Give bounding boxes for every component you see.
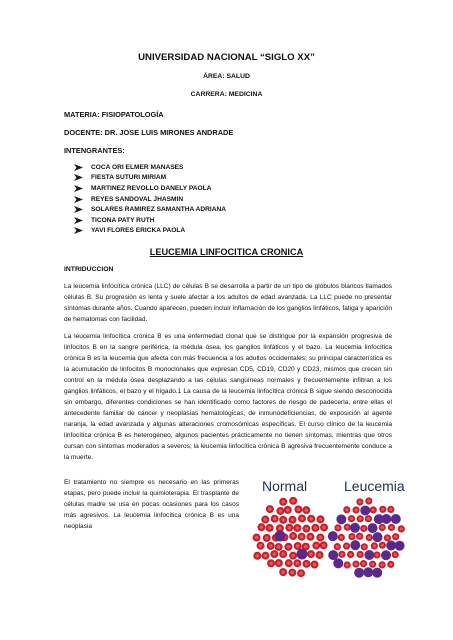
red-blood-cell-center (319, 536, 323, 540)
red-blood-cell-center (314, 526, 318, 530)
white-blood-cell (395, 541, 405, 551)
red-blood-cell-center (371, 563, 374, 566)
red-blood-cell-center (346, 526, 349, 529)
red-blood-cell-center (291, 571, 295, 575)
arrow-bullet-icon (74, 227, 83, 234)
area-line: ÁREA: SALUD (203, 73, 250, 80)
red-blood-cell-center (269, 561, 273, 565)
white-blood-cell (275, 531, 286, 542)
red-blood-cell-center (279, 509, 283, 513)
red-blood-cell-center (336, 526, 339, 529)
white-blood-cell (336, 514, 346, 524)
red-blood-cell-center (368, 536, 371, 539)
white-blood-cell (373, 532, 383, 542)
red-blood-cell-center (340, 536, 343, 539)
red-blood-cell-center (296, 561, 300, 565)
member-name: MARTINEZ REVOLLO DANELY PAOLA (91, 184, 212, 192)
red-blood-cell-center (354, 563, 357, 566)
red-blood-cell-center (358, 535, 361, 538)
red-blood-cell-center (322, 544, 326, 548)
red-blood-cell-center (305, 508, 309, 512)
red-blood-cell-center (373, 544, 376, 547)
integrantes-heading: INTENGRANTES: (64, 146, 125, 155)
red-blood-cell-center (287, 561, 291, 565)
red-blood-cell-center (305, 527, 309, 531)
red-blood-cell-center (291, 518, 295, 522)
red-blood-cell-center (359, 517, 362, 520)
red-blood-cell-center (296, 544, 300, 548)
red-blood-cell-center (281, 552, 285, 556)
red-blood-cell-center (322, 526, 326, 530)
red-blood-cell-center (394, 535, 397, 538)
arrow-bullet-icon (74, 206, 83, 213)
document-title: LEUCEMIA LINFOCITICA CRONICA (149, 247, 304, 257)
red-blood-cell-center (300, 517, 304, 521)
red-blood-cell-center (277, 545, 281, 549)
white-blood-cell (350, 540, 360, 550)
red-blood-cell-center (389, 508, 392, 511)
red-blood-cell-center (362, 527, 365, 530)
red-blood-cell-center (362, 562, 365, 565)
arrow-bullet-icon (74, 196, 83, 203)
red-blood-cell-center (291, 499, 295, 503)
red-blood-cell-center (309, 517, 313, 521)
white-blood-cell (372, 568, 382, 578)
white-blood-cell (354, 568, 364, 578)
red-blood-cell-center (345, 508, 348, 511)
red-blood-cell-center (367, 517, 370, 520)
red-blood-cell-center (278, 526, 282, 530)
red-blood-cell-center (381, 526, 384, 529)
paragraph-2: La leucemia linfocítica crónica B es una enfermedad clonal que se distingue por la expansión progresiva de linfocitos B en la sangre periférica, la médula ósea, los ganglios linfáticos y el bazo. La leucemia linfocítica crónica B es la leucemia que afecta con más frecuencia a los adultos occidentales; su principal característica es la acumulación de linfocitos B monoclonales que expresan CD5, CD19, CD20 y CD23, mismos que crecen sin control en la médula ósea desplazando a las células sanguíneas normales y frecuentemente infiltran a los ganglios linfáticos, el bazo y el hígado.1 La causa de la leucemia linfocítica crónica B sigue siendo desconocida sin embargo, diferentes condiciones se han identificado como factores de riesgo de padecerla, entre ellas el antecedente familiar de cáncer y neoplasias hematológicas, de inmunodeficiencias, de exposición al agente naranja, la edad avanzada y algunas alteraciones cromosómicas específicas. El curso clínico de la leucemia linfocítica crónica B es heterogéneo, algunos pacientes prácticamente no tienen síntomas, mientras que otros cursan con síntomas moderados a severos; la leucemia linfocítica crónica B agresiva frecuentemente conduce a la muerte. (64, 333, 392, 461)
red-blood-cell-center (288, 526, 292, 530)
list-item (74, 226, 226, 237)
red-blood-cell-center (389, 563, 392, 566)
materia-line: MATERIA: FISIOPATOLOGÍA (64, 110, 164, 119)
red-blood-cell-center (381, 508, 384, 511)
red-blood-cell-center (350, 517, 353, 520)
red-blood-cell-center (297, 508, 301, 512)
white-blood-cell (360, 505, 370, 515)
red-blood-cell-center (291, 554, 295, 558)
red-blood-cell-center (268, 526, 272, 530)
red-blood-cell-center (318, 553, 322, 557)
red-blood-cell-center (313, 563, 317, 567)
white-blood-cell (333, 558, 343, 568)
members-list (74, 162, 226, 236)
red-blood-cell-center (346, 563, 349, 566)
red-blood-cell-center (304, 545, 308, 549)
red-blood-cell-center (359, 553, 362, 556)
member-name: FIESTA SUTURI MIRIAM (91, 174, 167, 182)
list-item (74, 204, 226, 215)
carrera-line: CARRERA: MEDICINA (190, 91, 263, 98)
label-leucemia: Leucemia (344, 478, 405, 494)
red-blood-cell-center (264, 518, 268, 522)
list-item (74, 173, 226, 184)
university-title: UNIVERSIDAD NACIONAL “SIGLO XX” (138, 52, 315, 63)
red-blood-cell-center (345, 544, 348, 547)
red-blood-cell-center (372, 508, 375, 511)
white-blood-cell (328, 531, 338, 541)
red-blood-cell-center (363, 545, 366, 548)
red-blood-cell-center (349, 553, 352, 556)
arrow-bullet-icon (74, 164, 83, 171)
red-blood-cell-center (296, 526, 300, 530)
list-item (74, 162, 226, 173)
white-blood-cell (350, 523, 360, 533)
member-name: SOLARES RAMIREZ SAMANTHA ADRIANA (91, 206, 227, 214)
white-blood-cell (381, 550, 391, 560)
red-blood-cell-center (269, 544, 273, 548)
list-item (74, 194, 226, 205)
label-normal: Normal (262, 478, 308, 494)
red-blood-cell-center (287, 545, 291, 549)
white-blood-cell (297, 549, 308, 560)
member-name: COCA ORI ELMER MANASES (91, 163, 184, 171)
red-blood-cell-center (260, 525, 264, 529)
red-blood-cell-center (394, 553, 397, 556)
red-blood-cell-center (381, 544, 384, 547)
red-blood-cell-center (259, 544, 263, 548)
red-blood-cell-center (277, 561, 281, 565)
red-blood-cell-center (281, 570, 285, 574)
red-blood-cell-center (367, 499, 370, 502)
red-blood-cell-center (291, 534, 295, 538)
docente-line: DOCENTE: DR. JOSE LUIS MIRONES ANDRADE (64, 128, 234, 137)
member-name: TICONA PATY RUTH (91, 216, 155, 224)
red-blood-cell-center (281, 518, 285, 522)
red-blood-cell-center (358, 500, 361, 503)
white-blood-cell (363, 567, 373, 577)
red-blood-cell-center (299, 571, 303, 575)
red-blood-cell-center (265, 536, 269, 540)
arrow-bullet-icon (74, 185, 83, 192)
red-blood-cell-center (281, 500, 285, 504)
red-blood-cell-center (354, 508, 357, 511)
paragraph-3: El tratamiento no siempre es necesario en las primeras etapas, pero puede incluir la quimioterapia. El trasplante de células madre se usa en pocas ocasiones para los casos más agresivos. La leucemia linfocítica crónica B es una neoplasia (64, 479, 239, 530)
blood-comparison-figure (250, 474, 405, 581)
red-blood-cell-center (273, 517, 277, 521)
red-blood-cell-center (309, 535, 313, 539)
member-name: REYES SANDOVAL JHASMIN (91, 195, 184, 203)
red-blood-cell-center (309, 552, 313, 556)
red-blood-cell-center (305, 562, 309, 566)
red-blood-cell-center (336, 545, 339, 548)
white-blood-cell (381, 514, 391, 524)
red-blood-cell-center (386, 536, 389, 539)
red-blood-cell-center (319, 518, 323, 522)
red-blood-cell-center (400, 527, 403, 530)
white-blood-cell (368, 523, 378, 533)
red-blood-cell-center (300, 535, 304, 539)
list-item (74, 183, 226, 194)
arrow-bullet-icon (74, 174, 83, 181)
red-blood-cell-center (380, 563, 383, 566)
red-blood-cell-center (273, 552, 277, 556)
paragraph-1: La leucemia linfocítica crónica (LLC) de células B se desarrolla a partir de un tipo de glóbulos blancos llamados células B. Su progresión es lenta y suele afectar a los adultos de edad avanzada. La LLC puede no presentar síntomas durante años. Cuando aparecen, pueden incluir inflamación de los ganglios linfáticos, fatiga y aparición de hematomas con facilidad. (64, 283, 392, 323)
red-blood-cell-center (256, 554, 260, 558)
red-blood-cell-center (314, 544, 318, 548)
intro-heading: INTRIDUCCION (64, 266, 114, 273)
red-blood-cell-center (390, 526, 393, 529)
red-blood-cell-center (264, 554, 268, 558)
white-blood-cell (391, 514, 401, 524)
arrow-bullet-icon (74, 217, 83, 224)
red-blood-cell-center (375, 553, 378, 556)
red-blood-cell-center (340, 553, 343, 556)
red-blood-cell-center (350, 535, 353, 538)
red-blood-cell-center (268, 507, 272, 511)
white-blood-cell (364, 550, 374, 560)
member-name: YAVI FLORES ERICKA PAOLA (91, 227, 186, 235)
red-blood-cell-center (255, 536, 259, 540)
red-blood-cell-center (286, 508, 290, 512)
list-item (74, 215, 226, 226)
